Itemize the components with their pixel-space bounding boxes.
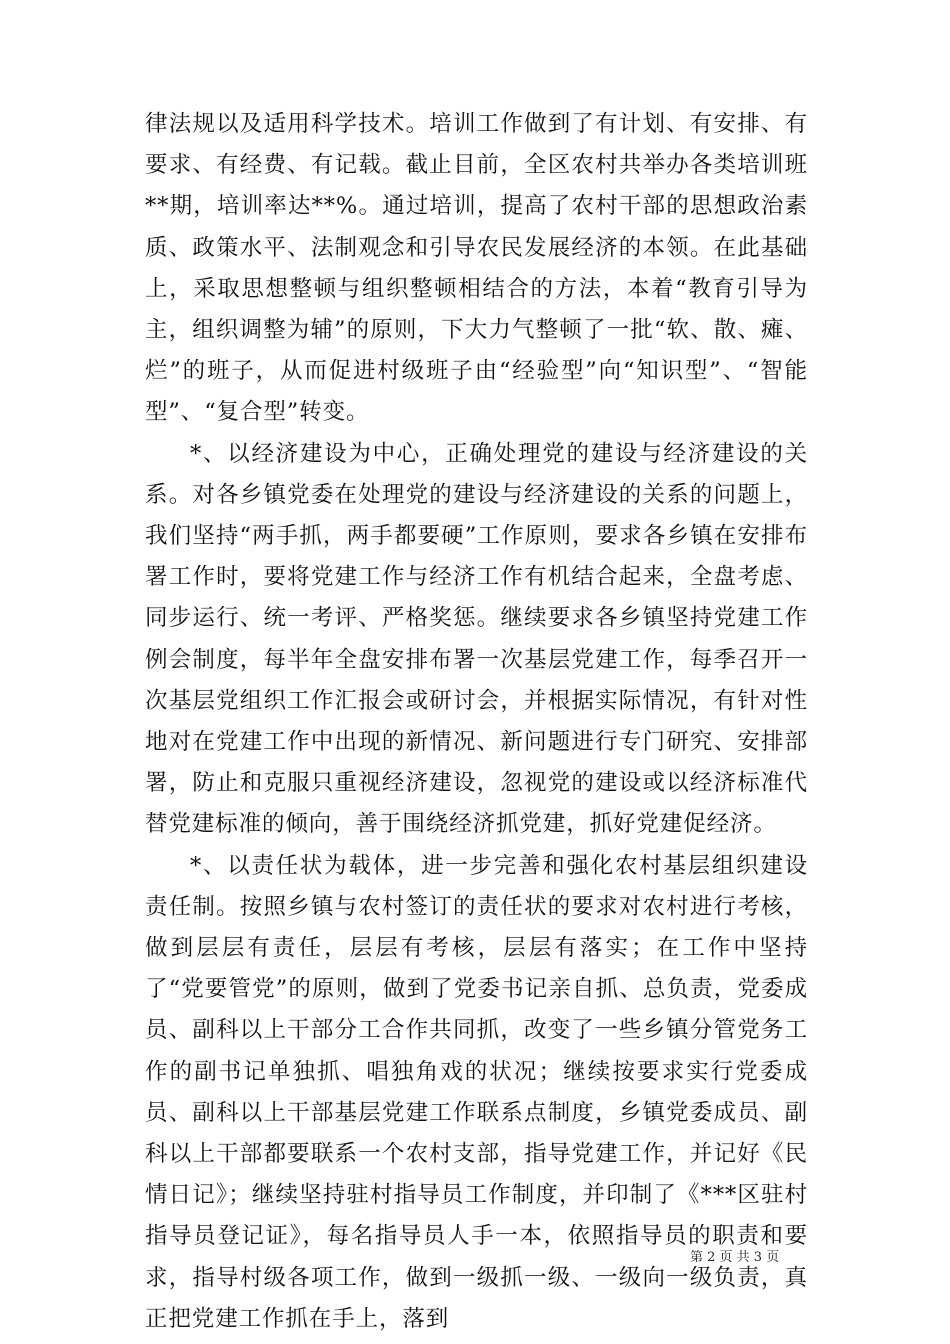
paragraph-responsibility-system: *、以责任状为载体，进一步完善和强化农村基层组织建设责任制。按照乡镇与农村签订的责任状的要求对农村进行考核，做到层层有责任，层层有考核，层层有落实；在工作中坚持了“党要管党”的原则，做到了党委书记亲自抓、总负责，党委成员、副科以上干部分工合作共同抓，改变了一些乡镇分管党务工作的副书记单独抓、唱独角戏的状况；继续按要求实行党委成员、副科以上干部基层党建工作联系点制度，乡镇党委成员、副科以上干部都要联系一个农村支部，指导党建工作，并记好《民情日记》；继续坚持驻村指导员工作制度，并印制了《***区驻村指导员登记证》，每名指导员人手一本，依照指导员的职责和要求，指导村级各项工作，做到一级抓一级、一级向一级负责，真正把党建工作抓在手上，落到 [145,852,808,1332]
page-number-footer: 第 2 页 共 3 页 [690,1250,780,1265]
paragraph-economic-construction: *、以经济建设为中心，正确处理党的建设与经济建设的关系。对各乡镇党委在处理党的建设与经济建设的关系的问题上，我们坚持“两手抓，两手都要硬”工作原则，要求各乡镇在安排布署工作时，要将党建工作与经济工作有机结合起来，全盘考虑、同步运行、统一考评、严格奖惩。继续要求各乡镇坚持党建工作例会制度，每半年全盘安排布署一次基层党建工作，每季召开一次基层党组织工作汇报会或研讨会，并根据实际情况，有针对性地对在党建工作中出现的新情况、新问题进行专门研究、安排部署，防止和克服只重视经济建设，忽视党的建设或以经济标准代替党建标准的倾向，善于围绕经济抓党建，抓好党建促经济。 [145,440,808,838]
document-body [145,104,808,1340]
paragraph-training-continuation: 律法规以及适用科学技术。培训工作做到了有计划、有安排、有要求、有经费、有记载。截止目前，全区农村共举办各类培训班**期，培训率达**%。通过培训，提高了农村干部的思想政治素质、政策水平、法制观念和引导农民发展经济的本领。在此基础上，采取思想整顿与组织整顿相结合的方法，本着“教育引导为主，组织调整为辅”的原则，下大力气整顿了一批“软、散、瘫、烂”的班子，从而促进村级班子由“经验型”向“知识型”、“智能型”、“复合型”转变。 [145,111,808,426]
